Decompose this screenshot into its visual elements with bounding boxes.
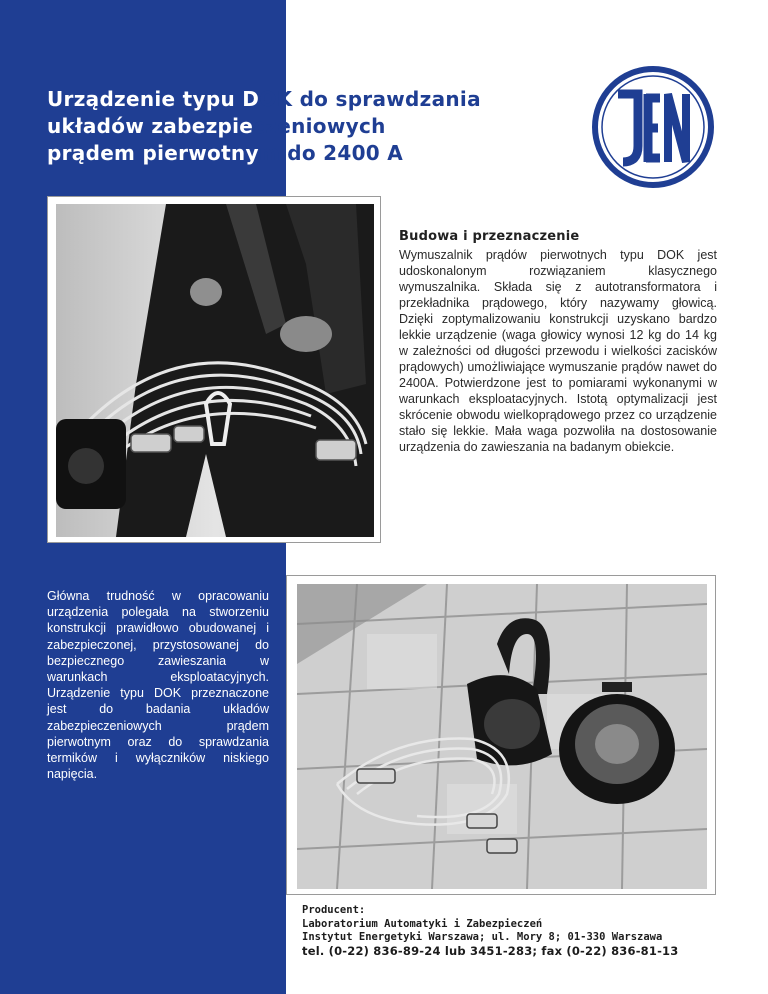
page-title — [47, 86, 567, 167]
producer-name: Laboratorium Automatyki i Zabezpieczeń — [302, 917, 543, 930]
producer-label: Producent: — [302, 904, 366, 916]
title-line2-left: układów zabezpie — [47, 114, 254, 138]
producer-address: Instytut Energetyki Warszawa; ul. Mory 8; 01-330 Warszawa — [302, 931, 663, 943]
photo-device-on-person — [47, 196, 381, 543]
side-description: Główna trudność w opracowaniu urządzenia polegała na stworzeniu konstrukcji prawidłowo obudowanej i zabezpieczonej, przystosowanej do bezpiecznego zawieszania w warunkach eksploatacyjnych. Urządzenie typu DOK przeznaczone jest do badania układów zabezpieczeniowych prądem pierwotnym oraz do sprawdzania termików i wyłączników niskiego napięcia. — [47, 589, 269, 782]
title-line1-left: Urządzenie typu D — [47, 87, 260, 111]
photo-device-on-floor-image — [297, 584, 707, 889]
construction-section — [399, 229, 717, 455]
jen-logo — [590, 64, 716, 190]
title-line3-right: m do 2400 A — [258, 141, 404, 165]
section-body: Wymuszalnik prądów pierwotnych typu DOK jest udoskonalonym rozwiązaniem klasycznego wymuszalnika. Składa się z autotransformatora i przekładnika prądowego, który nazywamy głowicą. Dzięki zoptymalizowaniu konstrukcji uzyskano bardzo lekkie urządzenie (waga głowicy wynosi 12 kg do 14 kg w zależności od długości przewodu i wielkości zacisków prądowych) umożliwiające wymuszanie prądów nawet do 2400A. Potwierdzone jest to pomiarami wykonanymi w warunkach eksploatacyjnych. Istotą optymalizacji jest skrócenie obwodu wielkoprądowego przez co urządzenie stało się lekkie. Mała waga pozwoliła na dostosowanie urządzenia do zawieszania na badanym obiekcie. — [399, 248, 717, 454]
title-line3-left: prądem pierwotny — [47, 141, 259, 165]
title-line1-right: OK do sprawdzania — [259, 87, 481, 111]
photo-device-on-floor — [286, 575, 716, 895]
producer-footer — [302, 904, 752, 958]
photo-device-on-person-image — [56, 204, 374, 537]
section-heading: Budowa i przeznaczenie — [399, 229, 580, 244]
producer-contact: tel. (0-22) 836-89-24 lub 3451-283; fax (0-22) 836-81-13 — [302, 943, 679, 958]
title-line2-right: czeniowych — [253, 114, 386, 138]
